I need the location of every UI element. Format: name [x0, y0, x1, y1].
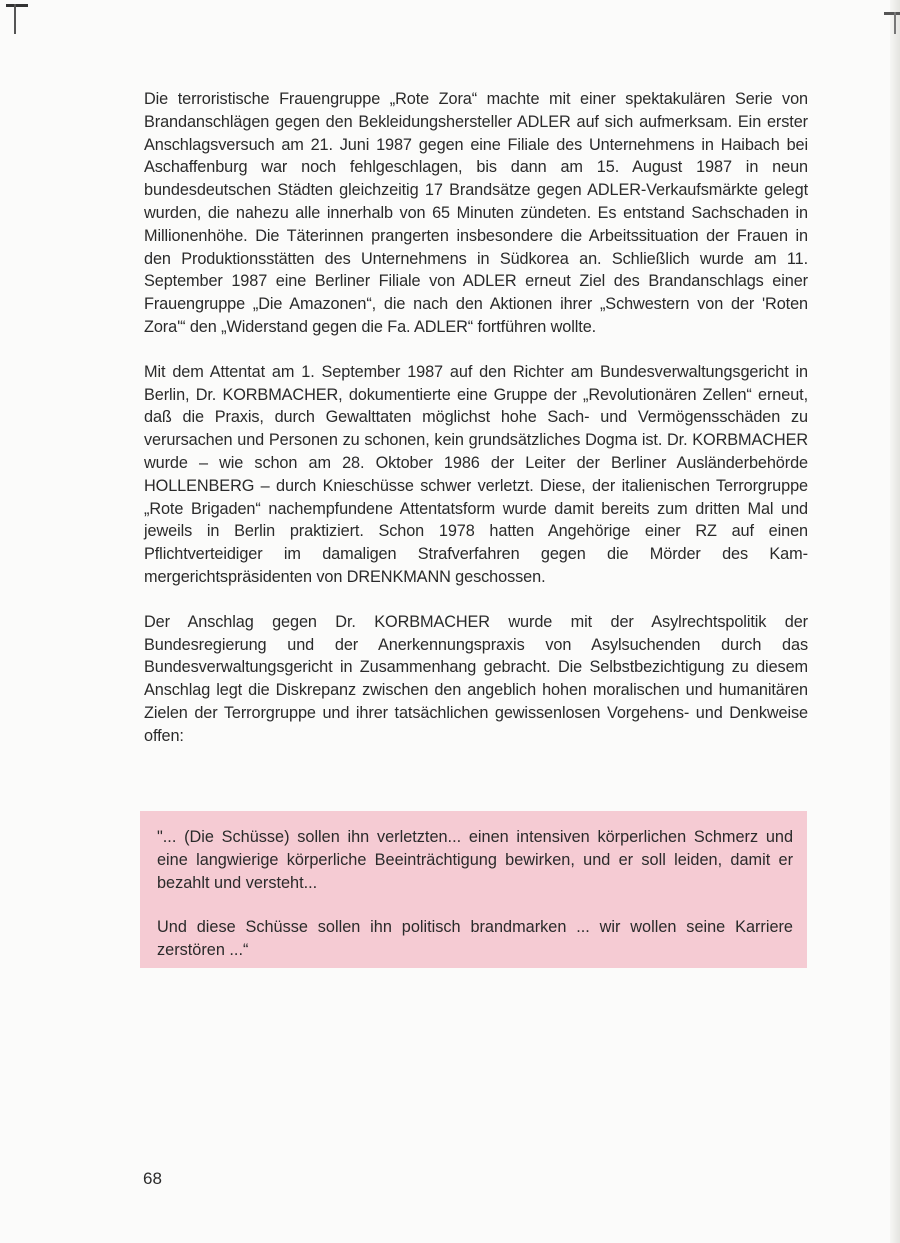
page-number: 68	[143, 1169, 162, 1188]
paragraph: Die terroristische Frauengruppe „Rote Zora“ machte mit einer spektakulären Serie von Brandanschlägen gegen den Bekleidungshersteller ADLER auf sich aufmerksam. Ein erster Anschlagsversuch am 21. Juni 1987 gegen eine Filiale des Unternehmens in Haibach bei Aschaffenburg war noch fehlgeschlagen, bis dann am 15. August 1987 in neun bundesdeutschen Städten gleichzeitig 17 Brandsätze gegen ADLER-Verkaufsmärkte gelegt wurden, die nahezu alle innerhalb von 65 Minuten zündeten. Es entstand Sachschaden in Millionenhöhe. Die Täterinnen prangerten insbesondere die Arbeitssituation der Frauen in den Produktionsstätten des Unternehmens in Südkorea an. Schließlich wurde am 11. September 1987 eine Berliner Filiale von ADLER erneut Ziel des Brandanschlags einer Frauengruppe „Die Amazonen“, die nach den Aktionen ihrer „Schwestern von der 'Roten Zora'“ den „Widerstand gegen die Fa. ADLER“ fortführen wollte.	[144, 90, 808, 336]
crop-mark	[884, 12, 900, 15]
body-text	[144, 88, 808, 770]
quote-box	[140, 811, 807, 968]
quote-paragraph: Und diese Schüsse sollen ihn politisch brandmarken ... wir wollen seine Karriere zerstören ...“	[157, 918, 793, 960]
paragraph: Der Anschlag gegen Dr. KORBMACHER wurde mit der Asylrechtspolitik der Bundesregierung und der Anerkennungspraxis von Asylsuchenden durch das Bundesverwaltungsgericht in Zusammenhang gebracht. Die Selbstbezichtigung zu diesem Anschlag legt die Diskrepanz zwischen den angeblich hohen moralischen und humanitären Zielen der Terrorgruppe und ihrer tatsächlichen gewissenlosen Vorgehens- und Denkweise offen:	[144, 612, 808, 745]
crop-mark	[6, 4, 28, 7]
crop-mark	[14, 4, 16, 34]
quote-paragraph: "... (Die Schüsse) sollen ihn verletzten... einen intensiven körperlichen Schmerz und eine langwierige körperliche Beeinträchtigung bewirken, und er soll leiden, damit er bezahlt und versteht...	[157, 828, 793, 892]
page-edge	[890, 0, 900, 1243]
crop-mark	[894, 12, 896, 34]
paragraph: Mit dem Attentat am 1. September 1987 auf den Richter am Bundesverwaltungsgericht in Berlin, Dr. KORBMACHER, dokumentierte eine Gruppe der „Revolutionären Zellen“ erneut, daß die Praxis, durch Gewalttaten möglichst hohe Sach- und Vermögensschäden zu verursachen und Personen zu schonen, kein grundsätzliches Dogma ist. Dr. KORBMACHER wurde – wie schon am 28. Oktober 1986 der Leiter der Berliner Ausländerbehörde HOLLENBERG – durch Knieschüsse schwer verletzt. Diese, der italienischen Terrorgruppe „Rote Brigaden“ nachempfundene Attentatsform wurde damit bereits zum dritten Mal und jeweils in Berlin praktiziert. Schon 1978 hatten Angehörige einer RZ auf einen Pflichtverteidiger im damaligen Strafverfahren gegen die Mörder des Kammergerichtspräsidenten von DRENKMANN geschossen.	[144, 362, 808, 586]
